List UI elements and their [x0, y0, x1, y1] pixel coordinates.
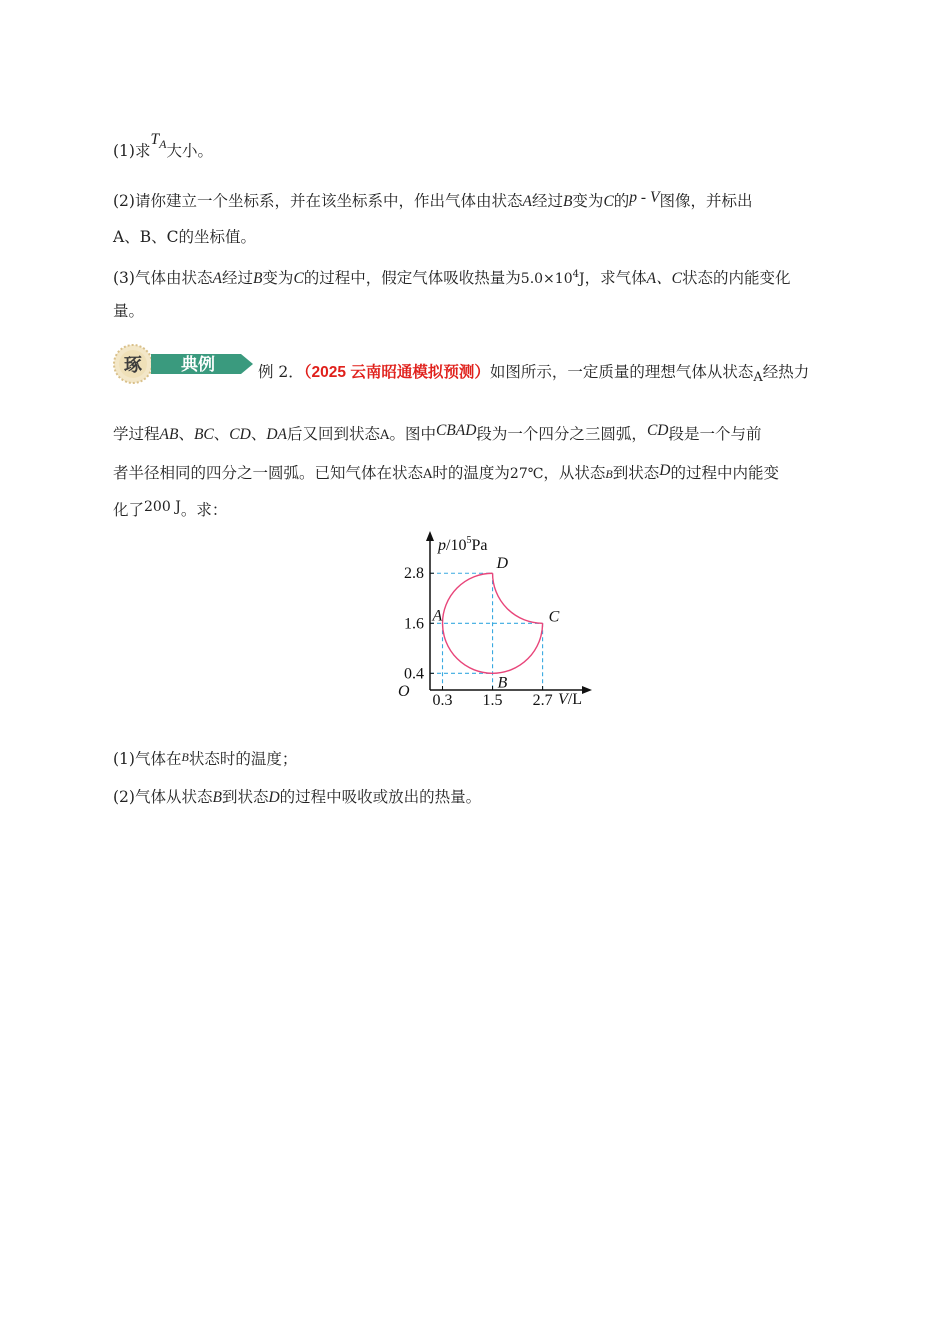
tick-labels [404, 565, 553, 709]
question-1: (1)求$T_A$大小。 [113, 131, 213, 160]
origin-label: O [398, 683, 410, 700]
example-badge [113, 344, 253, 384]
badge-right-text: 典例 [181, 355, 215, 375]
point-label-A: A [432, 607, 443, 625]
point-label-D: D [496, 555, 509, 573]
example-2-line3: 者半径相同的四分之一圆弧。已知气体在状态A时的温度为27℃，从状态B到状态D的过程中内能变 [113, 462, 779, 482]
y-tick-label: 2.8 [404, 565, 424, 583]
arc-cd [493, 573, 543, 623]
x-axis-arrow [582, 686, 592, 694]
x-tick-label: 2.7 [532, 692, 553, 709]
example-2-line1: 例 2．（2025 云南昭通模拟预测）如图所示，一定质量的理想气体从状态$_A$经热力 [258, 363, 810, 385]
pv-chart [380, 530, 610, 710]
point-label-B: B [497, 674, 508, 692]
question-3-line2: 量。 [113, 302, 145, 320]
point-label-C: C [548, 608, 560, 626]
y-axis-label: $p/10^5Pa$ [438, 535, 488, 554]
example-source: （2025 云南昭通模拟预测） [303, 364, 490, 381]
example-2-line2: 学过程AB、BC、CD、DA后又回到状态A。图中CBAD段为一个四分之三圆弧，CD段是一个与前 [113, 422, 762, 443]
x-tick-label: 1.5 [482, 692, 503, 709]
y-tick-label: 0.4 [404, 665, 424, 683]
x-axis-label: V/L [558, 691, 582, 708]
question-2: (2)请你建立一个坐标系，并在该坐标系中，作出气体由状态A经过B变为C的p - V图像，并标出 [113, 189, 753, 210]
y-axis-arrow [426, 531, 434, 541]
question-2-line2: A、B、C的坐标值。 [113, 228, 256, 246]
sub-question-2: (2)气体从状态B到状态D的过程中吸收或放出的热量。 [113, 788, 482, 806]
sub-question-1: (1)气体在B状态时的温度； [113, 750, 298, 768]
y-tick-label: 1.6 [404, 615, 424, 633]
question-3: (3)气体由状态A经过B变为C的过程中，假定气体吸收热量为$5.0\times 10^4J$，求气体A、C状态的内能变化 [113, 269, 791, 288]
example-2-line4: 化了200 J。求： [113, 499, 228, 519]
x-tick-label: 0.3 [432, 692, 453, 709]
badge-left-char: 琢 [124, 355, 142, 376]
example-badge-graphic [113, 344, 253, 384]
